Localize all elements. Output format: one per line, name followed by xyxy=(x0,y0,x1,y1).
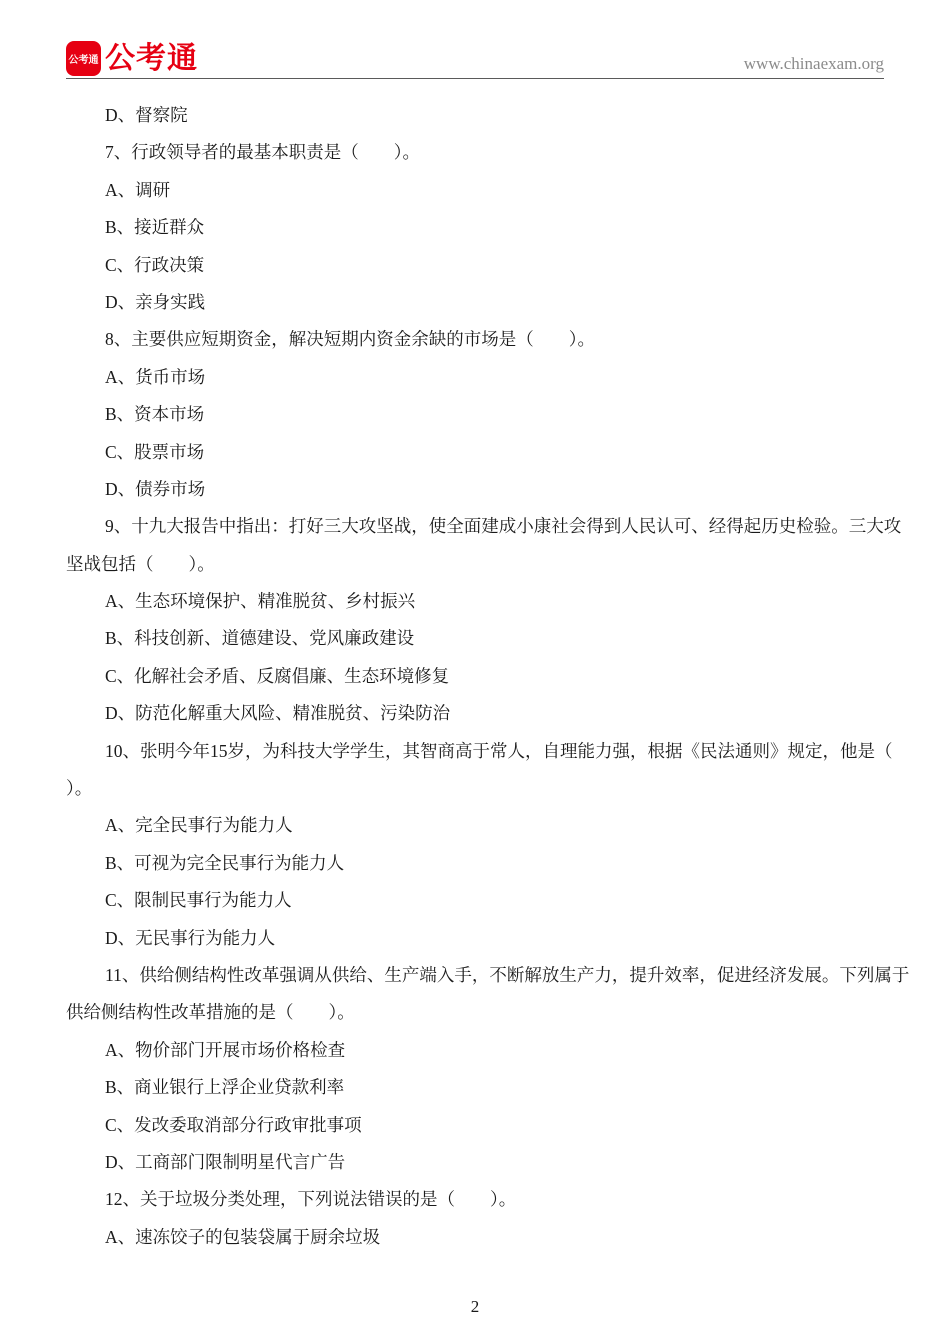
option-line: B、商业银行上浮企业贷款利率 xyxy=(105,1077,345,1098)
option-line: D、无民事行为能力人 xyxy=(105,927,276,948)
option-line: C、股票市场 xyxy=(105,441,205,462)
option-line: A、物价部门开展市场价格检查 xyxy=(105,1039,346,1060)
question-line: 10、张明今年15岁，为科技大学学生，其智商高于常人，自理能力强，根据《民法通则》规定，他是（ xyxy=(105,740,893,761)
question-line: 7、行政领导者的最基本职责是（ ）。 xyxy=(105,142,420,163)
option-line: A、货币市场 xyxy=(105,366,206,387)
option-line: A、生态环境保护、精准脱贫、乡村振兴 xyxy=(105,591,416,612)
question-list xyxy=(66,97,910,1256)
option-line: C、化解社会矛盾、反腐倡廉、生态环境修复 xyxy=(105,665,450,686)
question-line-continuation: 坚战包括（ ）。 xyxy=(66,553,215,574)
option-line: B、资本市场 xyxy=(105,404,205,425)
question-line-continuation: 供给侧结构性改革措施的是（ ）。 xyxy=(66,1002,355,1023)
header-divider xyxy=(66,78,884,79)
option-line: D、督察院 xyxy=(105,105,188,125)
option-line: A、调研 xyxy=(105,179,171,200)
page-number: 2 xyxy=(470,1297,480,1316)
question-line: 12、关于垃圾分类处理，下列说法错误的是（ ）。 xyxy=(105,1189,517,1210)
option-line: B、可视为完全民事行为能力人 xyxy=(105,852,345,873)
option-line: B、科技创新、道德建设、党风廉政建设 xyxy=(105,628,415,649)
option-line: C、发改委取消部分行政审批事项 xyxy=(105,1114,362,1135)
site-url: www.chinaexam.org xyxy=(743,54,884,73)
option-line: D、工商部门限制明星代言广告 xyxy=(105,1151,346,1172)
option-line: A、完全民事行为能力人 xyxy=(105,815,293,836)
option-line: A、速冻饺子的包装袋属于厨余垃圾 xyxy=(105,1226,381,1247)
option-line: B、接近群众 xyxy=(105,217,205,238)
option-line: C、行政决策 xyxy=(105,254,205,275)
brand-logo-text: 公考通 xyxy=(105,42,198,75)
question-line: 9、十九大报告中指出：打好三大攻坚战，使全面建成小康社会得到人民认可、经得起历史检验。三大攻 xyxy=(105,516,902,537)
brand-logo-badge-text: 公考通 xyxy=(68,55,99,66)
brand-logo-icon xyxy=(66,41,101,76)
option-line: D、债券市场 xyxy=(105,478,206,499)
question-line: 11、供给侧结构性改革强调从供给、生产端入手，不断解放生产力，提升效率，促进经济发展。下列属于 xyxy=(105,964,910,985)
option-line: C、限制民事行为能力人 xyxy=(105,890,292,911)
option-line: D、亲身实践 xyxy=(105,291,206,312)
question-line-continuation: ）。 xyxy=(66,778,93,799)
question-line: 8、主要供应短期资金，解决短期内资金余缺的市场是（ ）。 xyxy=(105,329,595,350)
option-line: D、防范化解重大风险、精准脱贫、污染防治 xyxy=(105,703,451,724)
